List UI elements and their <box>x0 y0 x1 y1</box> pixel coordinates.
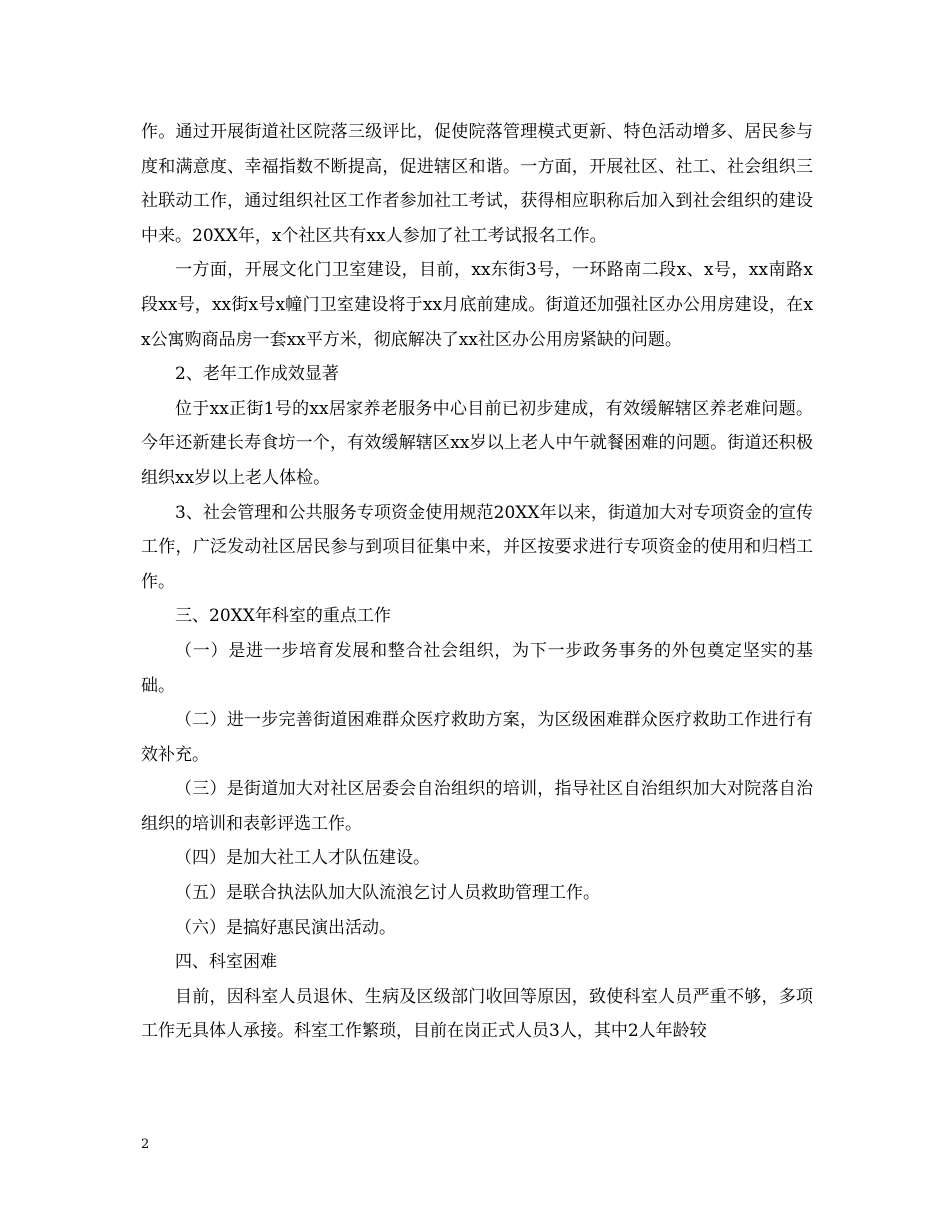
paragraph-difficulties: 目前，因科室人员退休、生病及区级部门收回等原因，致使科室人员严重不够，多项工作无具体人承接。科室工作繁琐，目前在岗正式人员3人，其中2人年龄较 <box>141 986 813 1042</box>
page-number: 2 <box>141 1137 150 1152</box>
paragraph-gatekeeper-room: 一方面，开展文化门卫室建设，目前，xx东街3号，一环路南二段x、x号，xx南路x段xx号，xx街x号x幢门卫室建设将于xx月底前建成。街道还加强社区办公用房建设，在xx公寓购商品房一套xx平方米，彻底解决了xx社区办公用房紧缺的问题。 <box>141 260 813 350</box>
list-item-5: （五）是联合执法队加大队流浪乞讨人员救助管理工作。 <box>175 883 600 904</box>
paragraph-special-funds: 3、社会管理和公共服务专项资金使用规范20XX年以来，街道加大对专项资金的宣传工作，广泛发动社区居民参与到项目征集中来，并区按要求进行专项资金的使用和归档工作。 <box>141 502 813 592</box>
heading-key-work: 三、20XX年科室的重点工作 <box>175 606 391 627</box>
heading-elderly-work: 2、老年工作成效显著 <box>175 364 339 385</box>
list-item-4: （四）是加大社工人才队伍建设。 <box>175 848 430 869</box>
paragraph-elderly-care: 位于xx正街1号的xx居家养老服务中心目前已初步建成，有效缓解辖区养老难问题。今年还新建长寿食坊一个，有效缓解辖区xx岁以上老人中午就餐困难的问题。街道还积极组织xx岁以上老人体检。 <box>141 398 813 488</box>
list-item-1: （一）是进一步培育发展和整合社会组织，为下一步政务事务的外包奠定坚实的基础。 <box>141 640 813 696</box>
heading-difficulties: 四、科室困难 <box>175 952 277 973</box>
paragraph-continued: 作。通过开展街道社区院落三级评比，促使院落管理模式更新、特色活动增多、居民参与度和满意度、幸福指数不断提高，促进辖区和谐。一方面，开展社区、社工、社会组织三社联动工作，通过组织社区工作者参加社工考试，获得相应职称后加入到社会组织的建设中来。20XX年，x个社区共有xx人参加了社工考试报名工作。 <box>141 122 813 246</box>
body-text <box>141 115 813 1049</box>
list-item-3: （三）是街道加大对社区居委会自治组织的培训，指导社区自治组织加大对院落自治组织的培训和表彰评选工作。 <box>141 779 813 834</box>
list-item-6: （六）是搞好惠民演出活动。 <box>175 917 396 938</box>
list-item-2: （二）进一步完善街道困难群众医疗救助方案，为区级困难群众医疗救助工作进行有效补充。 <box>141 710 813 765</box>
